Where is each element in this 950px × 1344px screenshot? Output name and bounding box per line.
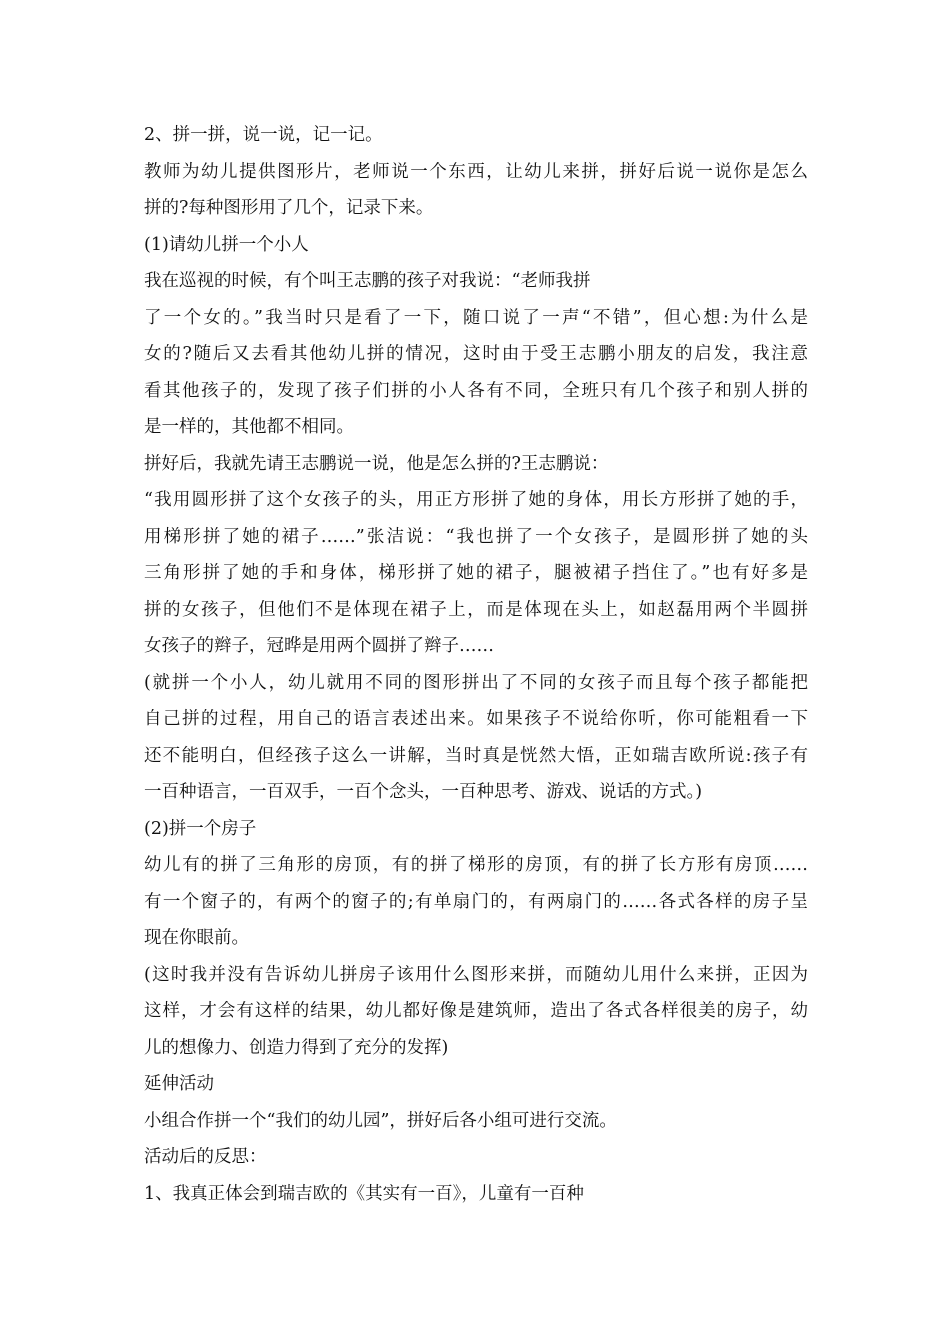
paragraph-line: 女孩子的辫子，冠晔是用两个圆拼了辫子…… <box>144 636 494 656</box>
paragraph-line: (这时我并没有告诉幼儿拼房子该用什么图形来拼，而随幼儿用什么来拼，正因为 <box>144 964 808 985</box>
paragraph-line: 还不能明白，但经孩子这么一讲解，当时真是恍然大悟，正如瑞吉欧所说:孩子有 <box>144 745 808 766</box>
document-body <box>144 117 808 1212</box>
subheading-house: (2)拼一个房子 <box>144 818 257 839</box>
paragraph-line: 看其他孩子的，发现了孩子们拼的小人各有不同，全班只有几个孩子和别人拼的 <box>144 380 808 401</box>
paragraph-line: 女的?随后又去看其他幼儿拼的情况，这时由于受王志鹏小朋友的启发，我注意 <box>144 344 808 364</box>
paragraph-line: (就拼一个小人，幼儿就用不同的图形拼出了不同的女孩子而且每个孩子都能把 <box>144 672 808 693</box>
paragraph-line: 教师为幼儿提供图形片，老师说一个东西，让幼儿来拼，拼好后说一说你是怎么 <box>144 161 808 182</box>
subheading-extension-activity: 延伸活动 <box>144 1074 214 1094</box>
paragraph-line: 小组合作拼一个“我们的幼儿园”，拼好后各小组可进行交流。 <box>144 1110 617 1131</box>
paragraph-line: 这样，才会有这样的结果，幼儿都好像是建筑师，造出了各式各样很美的房子，幼 <box>144 1001 808 1021</box>
paragraph-line: 自己拼的过程，用自己的语言表述出来。如果孩子不说给你听，你可能粗看一下 <box>144 709 808 729</box>
paragraph-line: 儿的想像力、创造力得到了充分的发挥) <box>144 1037 449 1058</box>
paragraph-line: 三角形拼了她的手和身体，梯形拼了她的裙子，腿被裙子挡住了。”也有好多是 <box>144 563 808 583</box>
paragraph-line: “我用圆形拼了这个女孩子的头，用正方形拼了她的身体，用长方形拼了她的手， <box>144 490 808 510</box>
paragraph-line: 一百种语言，一百双手，一百个念头，一百种思考、游戏、说话的方式。) <box>144 782 703 802</box>
paragraph-line: 现在你眼前。 <box>144 928 249 948</box>
paragraph-line: 拼好后，我就先请王志鹏说一说，他是怎么拼的?王志鹏说： <box>144 453 609 474</box>
paragraph-line: 我在巡视的时候，有个叫王志鹏的孩子对我说：“老师我拼 <box>144 271 591 291</box>
subheading-little-person: (1)请幼儿拼一个小人 <box>144 234 309 255</box>
subheading-reflection: 活动后的反思： <box>144 1147 267 1167</box>
paragraph-line: 1、我真正体会到瑞吉欧的《其实有一百》，儿童有一百种 <box>144 1183 584 1204</box>
paragraph-line: 有一个窗子的，有两个的窗子的;有单扇门的，有两扇门的……各式各样的房子呈 <box>144 891 808 912</box>
paragraph-line: 幼儿有的拼了三角形的房顶，有的拼了梯形的房顶，有的拼了长方形有房顶…… <box>144 855 808 875</box>
paragraph-line: 用梯形拼了她的裙子……”张洁说：“我也拼了一个女孩子，是圆形拼了她的头 <box>144 526 808 547</box>
paragraph-line: 了一个女的。”我当时只是看了一下，随口说了一声“不错”，但心想:为什么是 <box>144 307 808 328</box>
paragraph-line: 是一样的，其他都不相同。 <box>144 417 354 437</box>
section-heading-2: 2、拼一拼，说一说，记一记。 <box>144 125 383 145</box>
paragraph-line: 拼的女孩子，但他们不是体现在裙子上，而是体现在头上，如赵磊用两个半圆拼 <box>144 599 808 620</box>
paragraph-line: 拼的?每种图形用了几个，记录下来。 <box>144 198 434 218</box>
